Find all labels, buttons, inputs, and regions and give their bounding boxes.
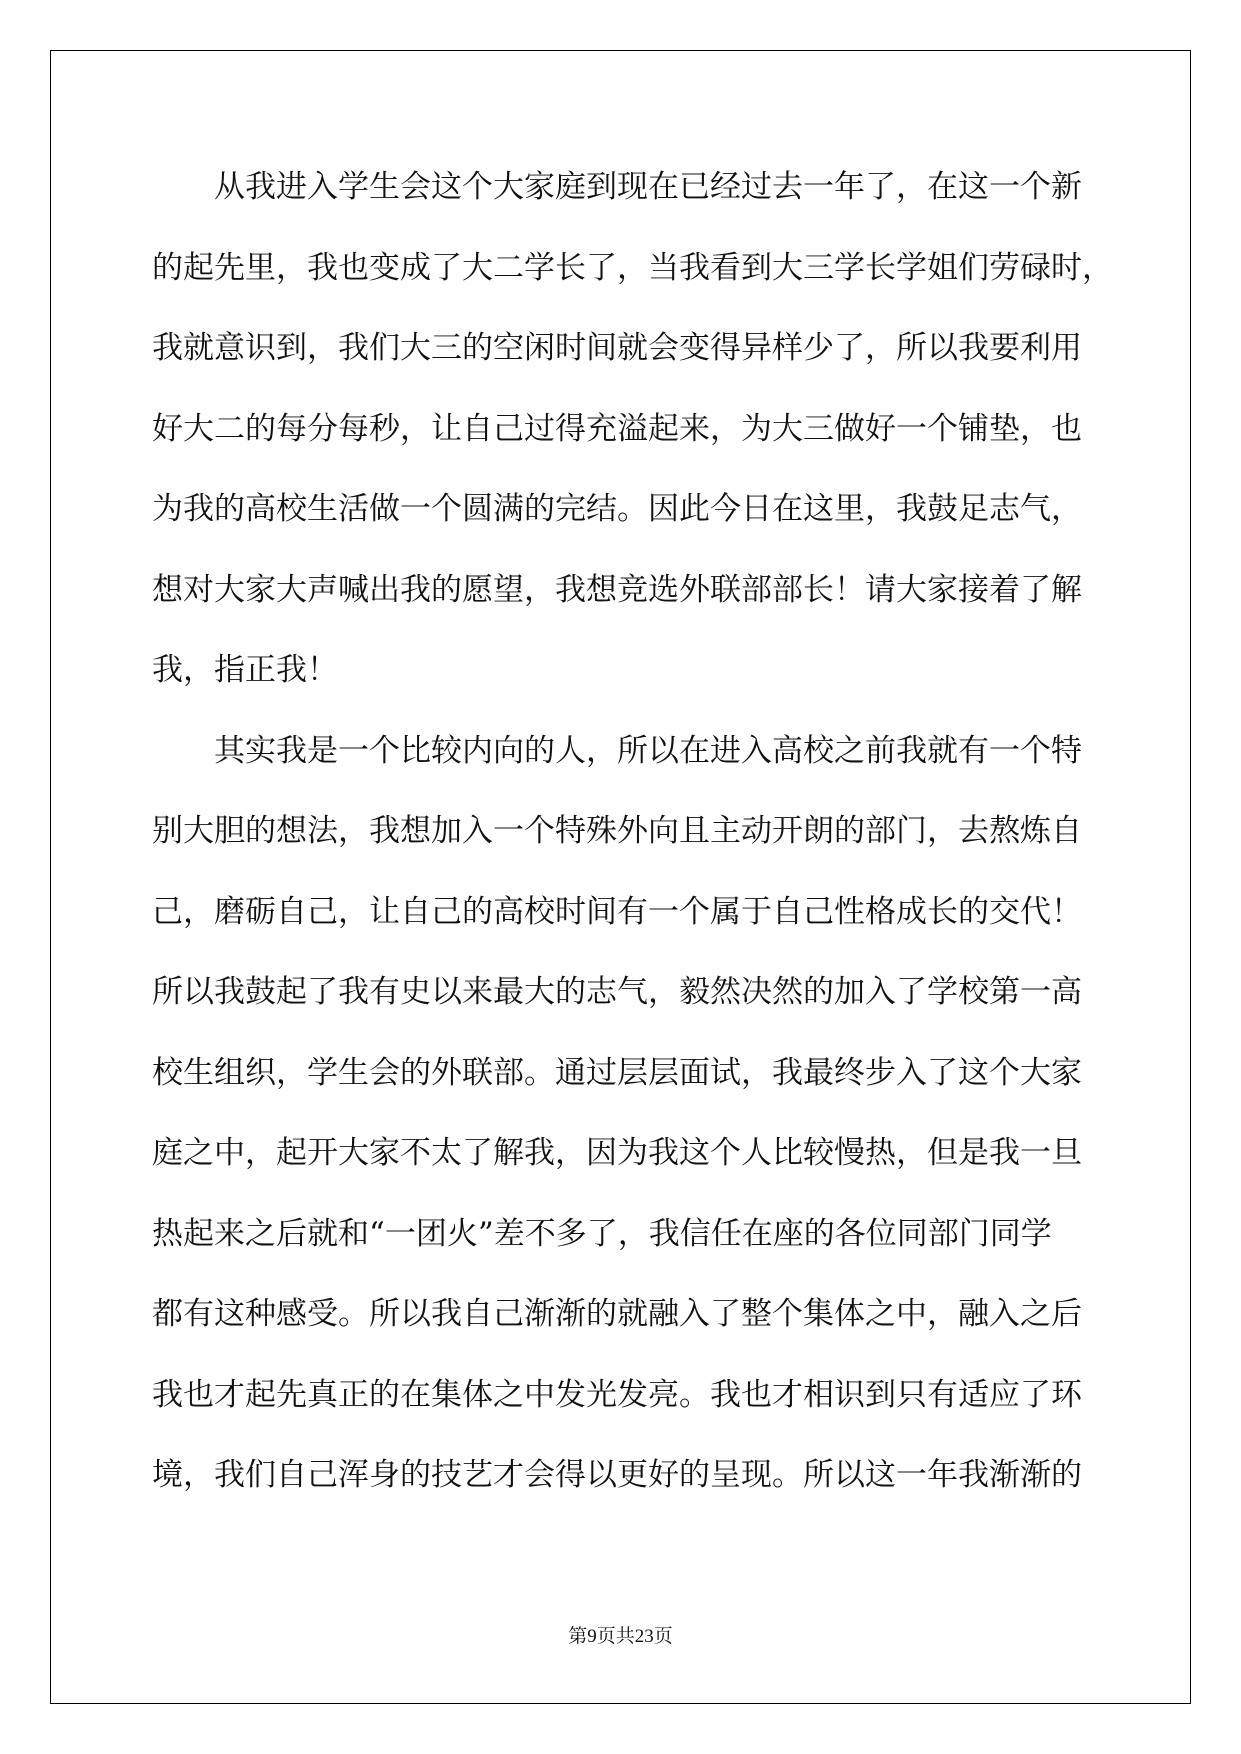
text-line: 都有这种感受。所以我自己渐渐的就融入了整个集体之中，融入之后 (152, 1296, 1082, 1332)
text-line: 所以我鼓起了我有史以来最大的志气，毅然决然的加入了学校第一高 (152, 974, 1082, 1010)
page-footer (0, 1621, 1241, 1648)
total-prefix: 共 (615, 1626, 635, 1647)
text-line: 我就意识到，我们大三的空闲时间就会变得异样少了，所以我要利用 (152, 330, 1082, 366)
page-number: 9 (587, 1626, 597, 1647)
text-line: 想对大家大声喊出我的愿望，我想竞选外联部部长！请大家接着了解 (152, 571, 1082, 608)
text-line: 庭之中，起开大家不太了解我，因为我这个人比较慢热，但是我一旦 (152, 1135, 1082, 1171)
text-line: 其实我是一个比较内向的人，所以在进入高校之前我就有一个特 (152, 732, 1082, 769)
text-line: 热起来之后就和“一团火”差不多了，我信任在座的各位同部门同学 (152, 1215, 1052, 1252)
text-line: 好大二的每分每秒，让自己过得充溢起来，为大三做好一个铺垫，也 (152, 410, 1082, 447)
page-suffix: 页 (596, 1626, 616, 1647)
page-prefix: 第 (568, 1626, 588, 1647)
text-line: 我也才起先真正的在集体之中发光发亮。我也才相识到只有适应了环 (152, 1376, 1082, 1413)
text-line: 为我的高校生活做一个圆满的完结。因此今日在这里，我鼓足志气， (152, 491, 1082, 527)
text-line: 己，磨砺自己，让自己的高校时间有一个属于自己性格成长的交代！ (152, 893, 1082, 930)
total-number: 23 (634, 1626, 654, 1647)
text-line: 我，指正我！ (152, 652, 338, 688)
text-line: 从我进入学生会这个大家庭到现在已经过去一年了，在这一个新 (152, 169, 1082, 205)
text-line: 境，我们自己浑身的技艺才会得以更好的呈现。所以这一年我渐渐的 (152, 1457, 1082, 1493)
document-body (152, 163, 1113, 1532)
text-line: 别大胆的想法，我想加入一个特殊外向且主动开朗的部门，去熬炼自 (152, 813, 1082, 849)
text-line: 的起先里，我也变成了大二学长了，当我看到大三学长学姐们劳碌时， (152, 249, 1113, 286)
total-suffix: 页 (653, 1626, 673, 1647)
text-line: 校生组织，学生会的外联部。通过层层面试，我最终步入了这个大家 (152, 1054, 1082, 1091)
